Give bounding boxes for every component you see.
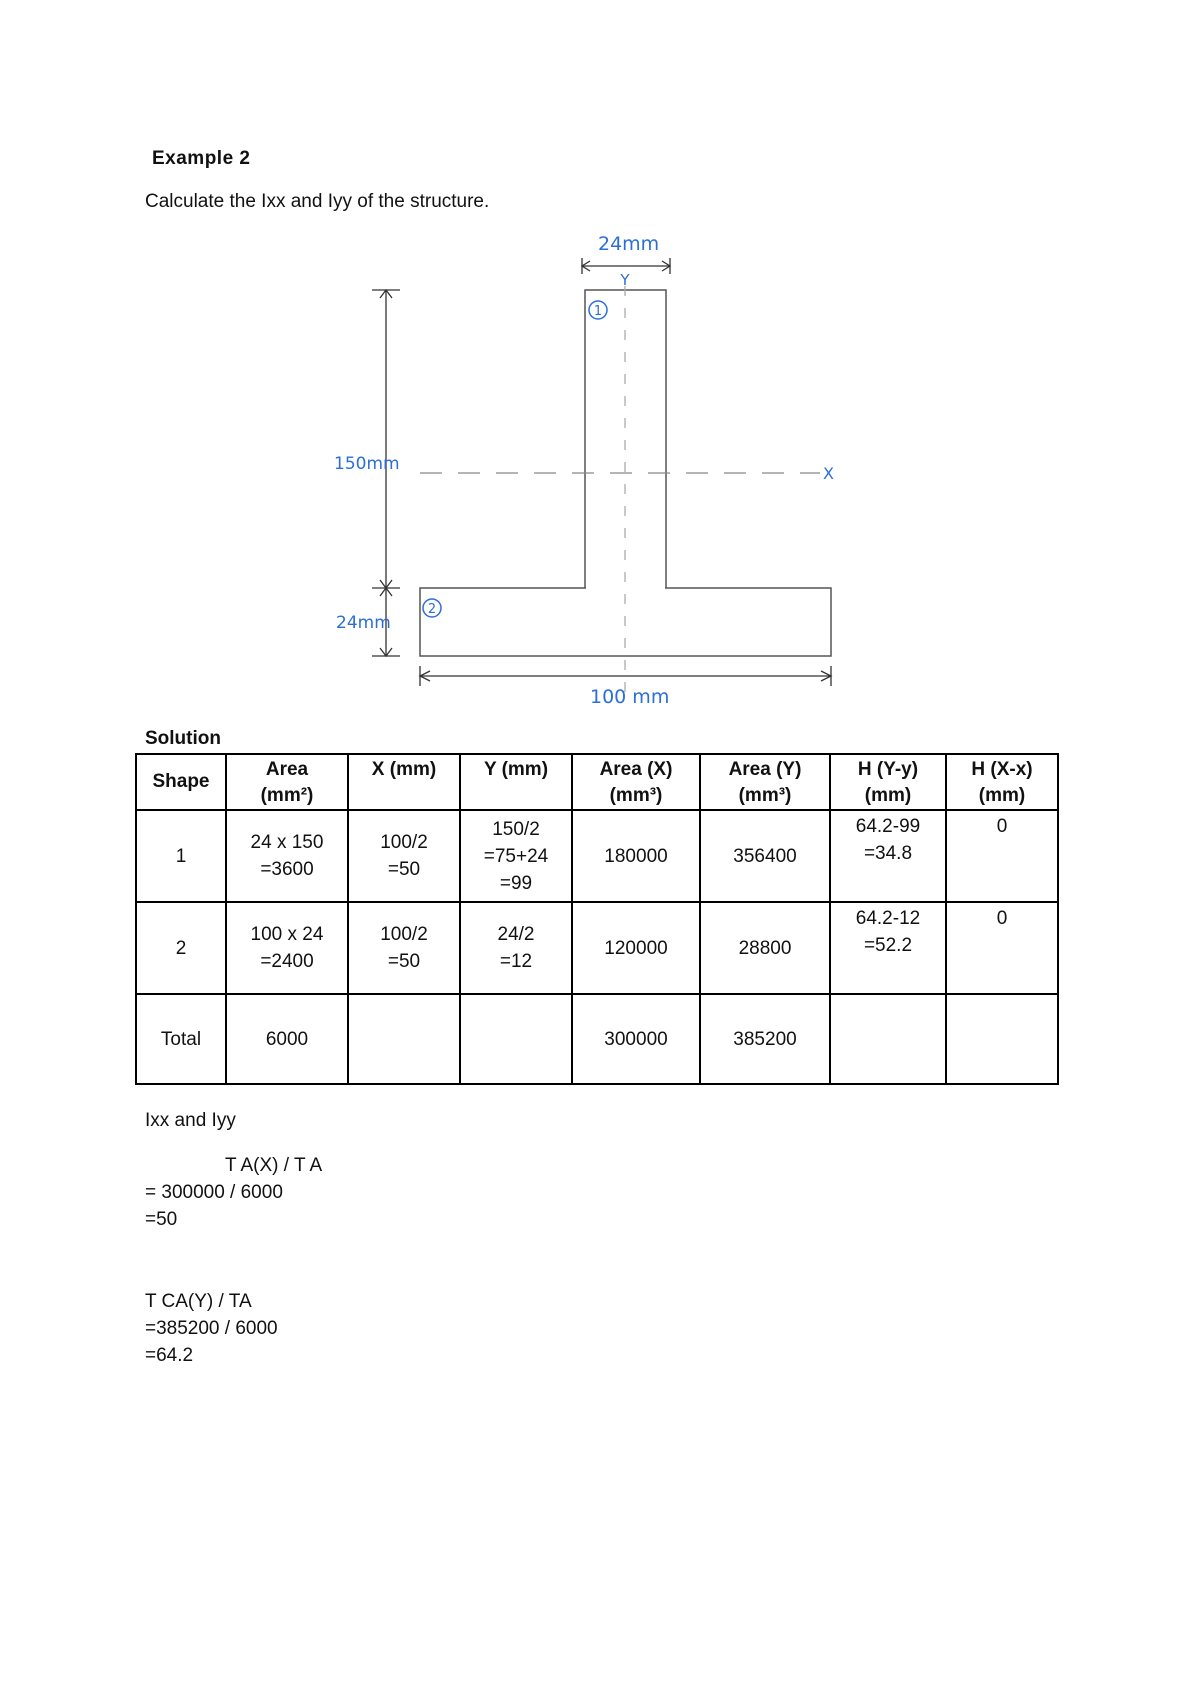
cell-h-yy: 64.2-12 =52.2 — [830, 902, 946, 994]
table-row — [136, 810, 1058, 902]
example-title: Example 2 — [152, 148, 251, 169]
cell-shape: Total — [136, 994, 226, 1084]
cell-area: 24 x 150 =3600 — [226, 810, 348, 902]
cell-h-xx: 0 — [946, 902, 1058, 994]
shape1-marker: 1 — [593, 304, 603, 319]
results-table — [135, 753, 1059, 1085]
x-axis-label: X — [823, 464, 834, 483]
calculation-heading: Ixx and Iyy — [145, 1110, 236, 1131]
cell-h-yy: 64.2-99 =34.8 — [830, 810, 946, 902]
shape2-marker: 2 — [427, 602, 437, 617]
header-h-yy: H (Y-y) (mm) — [830, 754, 946, 810]
header-area-y: Area (Y) (mm³) — [700, 754, 830, 810]
cell-h-xx — [946, 994, 1058, 1084]
header-shape: Shape — [136, 754, 226, 810]
dim-top-width: 24mm — [598, 233, 660, 255]
header-area-x: Area (X) (mm³) — [572, 754, 700, 810]
centroid-y-calculation — [145, 1288, 278, 1369]
cell-area-y: 385200 — [700, 994, 830, 1084]
dim-flange-thickness: 24mm — [336, 613, 391, 633]
solution-heading: Solution — [145, 728, 221, 749]
header-x: X (mm) — [348, 754, 460, 810]
formula-line: T CA(Y) / TA — [145, 1291, 252, 1312]
question-text: Calculate the Ixx and Iyy of the structure. — [145, 191, 490, 212]
t-section-figure — [320, 228, 840, 728]
cell-area: 6000 — [226, 994, 348, 1084]
centroid-x-calculation — [145, 1152, 322, 1233]
formula-line: =385200 / 6000 — [145, 1318, 278, 1339]
dim-base-width: 100 mm — [590, 686, 670, 708]
cell-h-xx: 0 — [946, 810, 1058, 902]
header-row — [136, 754, 1058, 810]
y-axis-label: Y — [620, 271, 630, 289]
table-row-total — [136, 994, 1058, 1084]
cell-x: 100/2 =50 — [348, 810, 460, 902]
cell-area: 100 x 24 =2400 — [226, 902, 348, 994]
formula-result: =64.2 — [145, 1345, 194, 1366]
cell-x — [348, 994, 460, 1084]
formula-result: =50 — [145, 1209, 178, 1230]
cell-h-yy — [830, 994, 946, 1084]
table-row — [136, 902, 1058, 994]
formula-line: T A(X) / T A — [225, 1155, 323, 1176]
header-area: Area (mm²) — [226, 754, 348, 810]
cell-shape: 2 — [136, 902, 226, 994]
cell-y: 24/2 =12 — [460, 902, 572, 994]
cell-area-x: 120000 — [572, 902, 700, 994]
cell-shape: 1 — [136, 810, 226, 902]
header-h-xx: H (X-x) (mm) — [946, 754, 1058, 810]
formula-line: = 300000 / 6000 — [145, 1182, 283, 1203]
cell-area-y: 356400 — [700, 810, 830, 902]
cell-y — [460, 994, 572, 1084]
header-y: Y (mm) — [460, 754, 572, 810]
cell-area-y: 28800 — [700, 902, 830, 994]
cell-area-x: 300000 — [572, 994, 700, 1084]
cell-x: 100/2 =50 — [348, 902, 460, 994]
dim-height: 150mm — [334, 454, 400, 474]
cell-area-x: 180000 — [572, 810, 700, 902]
cell-y: 150/2 =75+24 =99 — [460, 810, 572, 902]
